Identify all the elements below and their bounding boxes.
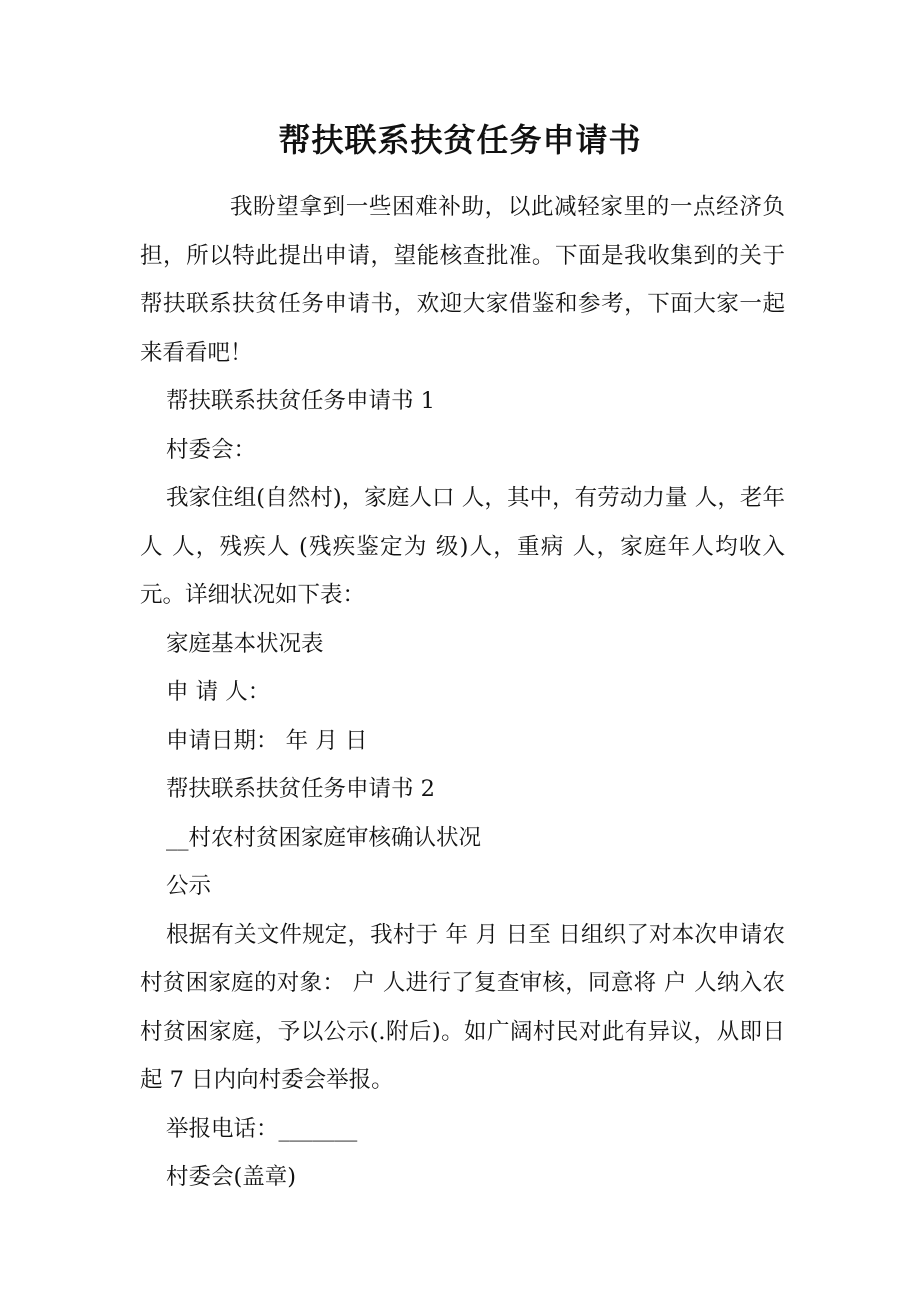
report-phone-line: 举报电话：_______ <box>166 1115 358 1142</box>
notice-paragraph: 根据有关文件规定，我村于 年 月 日至 日组织了对本次申请农村贫困家庭的对象： 户 人进行了复查审核，同意将 户 人纳入农村贫困家庭，予以公示(.附后)。如广阔村民对此有异议，从即日起 7 日内向村委会举报。 <box>140 921 785 1093</box>
household-paragraph: 我家住组(自然村)，家庭人口 人，其中，有劳动力量 人，老年人 人，残疾人 (残疾鉴定为 级)人，重病 人，家庭年人均收入 元。详细状况如下表： <box>140 485 785 608</box>
section-heading-1: 帮扶联系扶贫任务申请书 1 <box>166 388 435 414</box>
document-body <box>140 183 785 1202</box>
intro-paragraph: 我盼望拿到一些困难补助，以此减轻家里的一点经济负担，所以特此提出申请，望能核查批准。下面是我收集到的关于帮扶联系扶贫任务申请书，欢迎大家借鉴和参考，下面大家一起来看看吧！ <box>140 194 785 366</box>
salutation: 村委会： <box>166 436 257 463</box>
section-heading-2: 帮扶联系扶贫任务申请书 2 <box>166 776 435 802</box>
table-title: 家庭基本状况表 <box>166 630 324 657</box>
review-heading: __村农村贫困家庭审核确认状况 <box>166 824 482 851</box>
date-line: 申请日期： 年 月 日 <box>166 727 368 754</box>
seal-line: 村委会(盖章) <box>166 1164 297 1190</box>
applicant-line: 申 请 人： <box>166 679 271 705</box>
notice-heading: 公示 <box>166 873 212 899</box>
document-title: 帮扶联系扶贫任务申请书 <box>278 121 642 159</box>
